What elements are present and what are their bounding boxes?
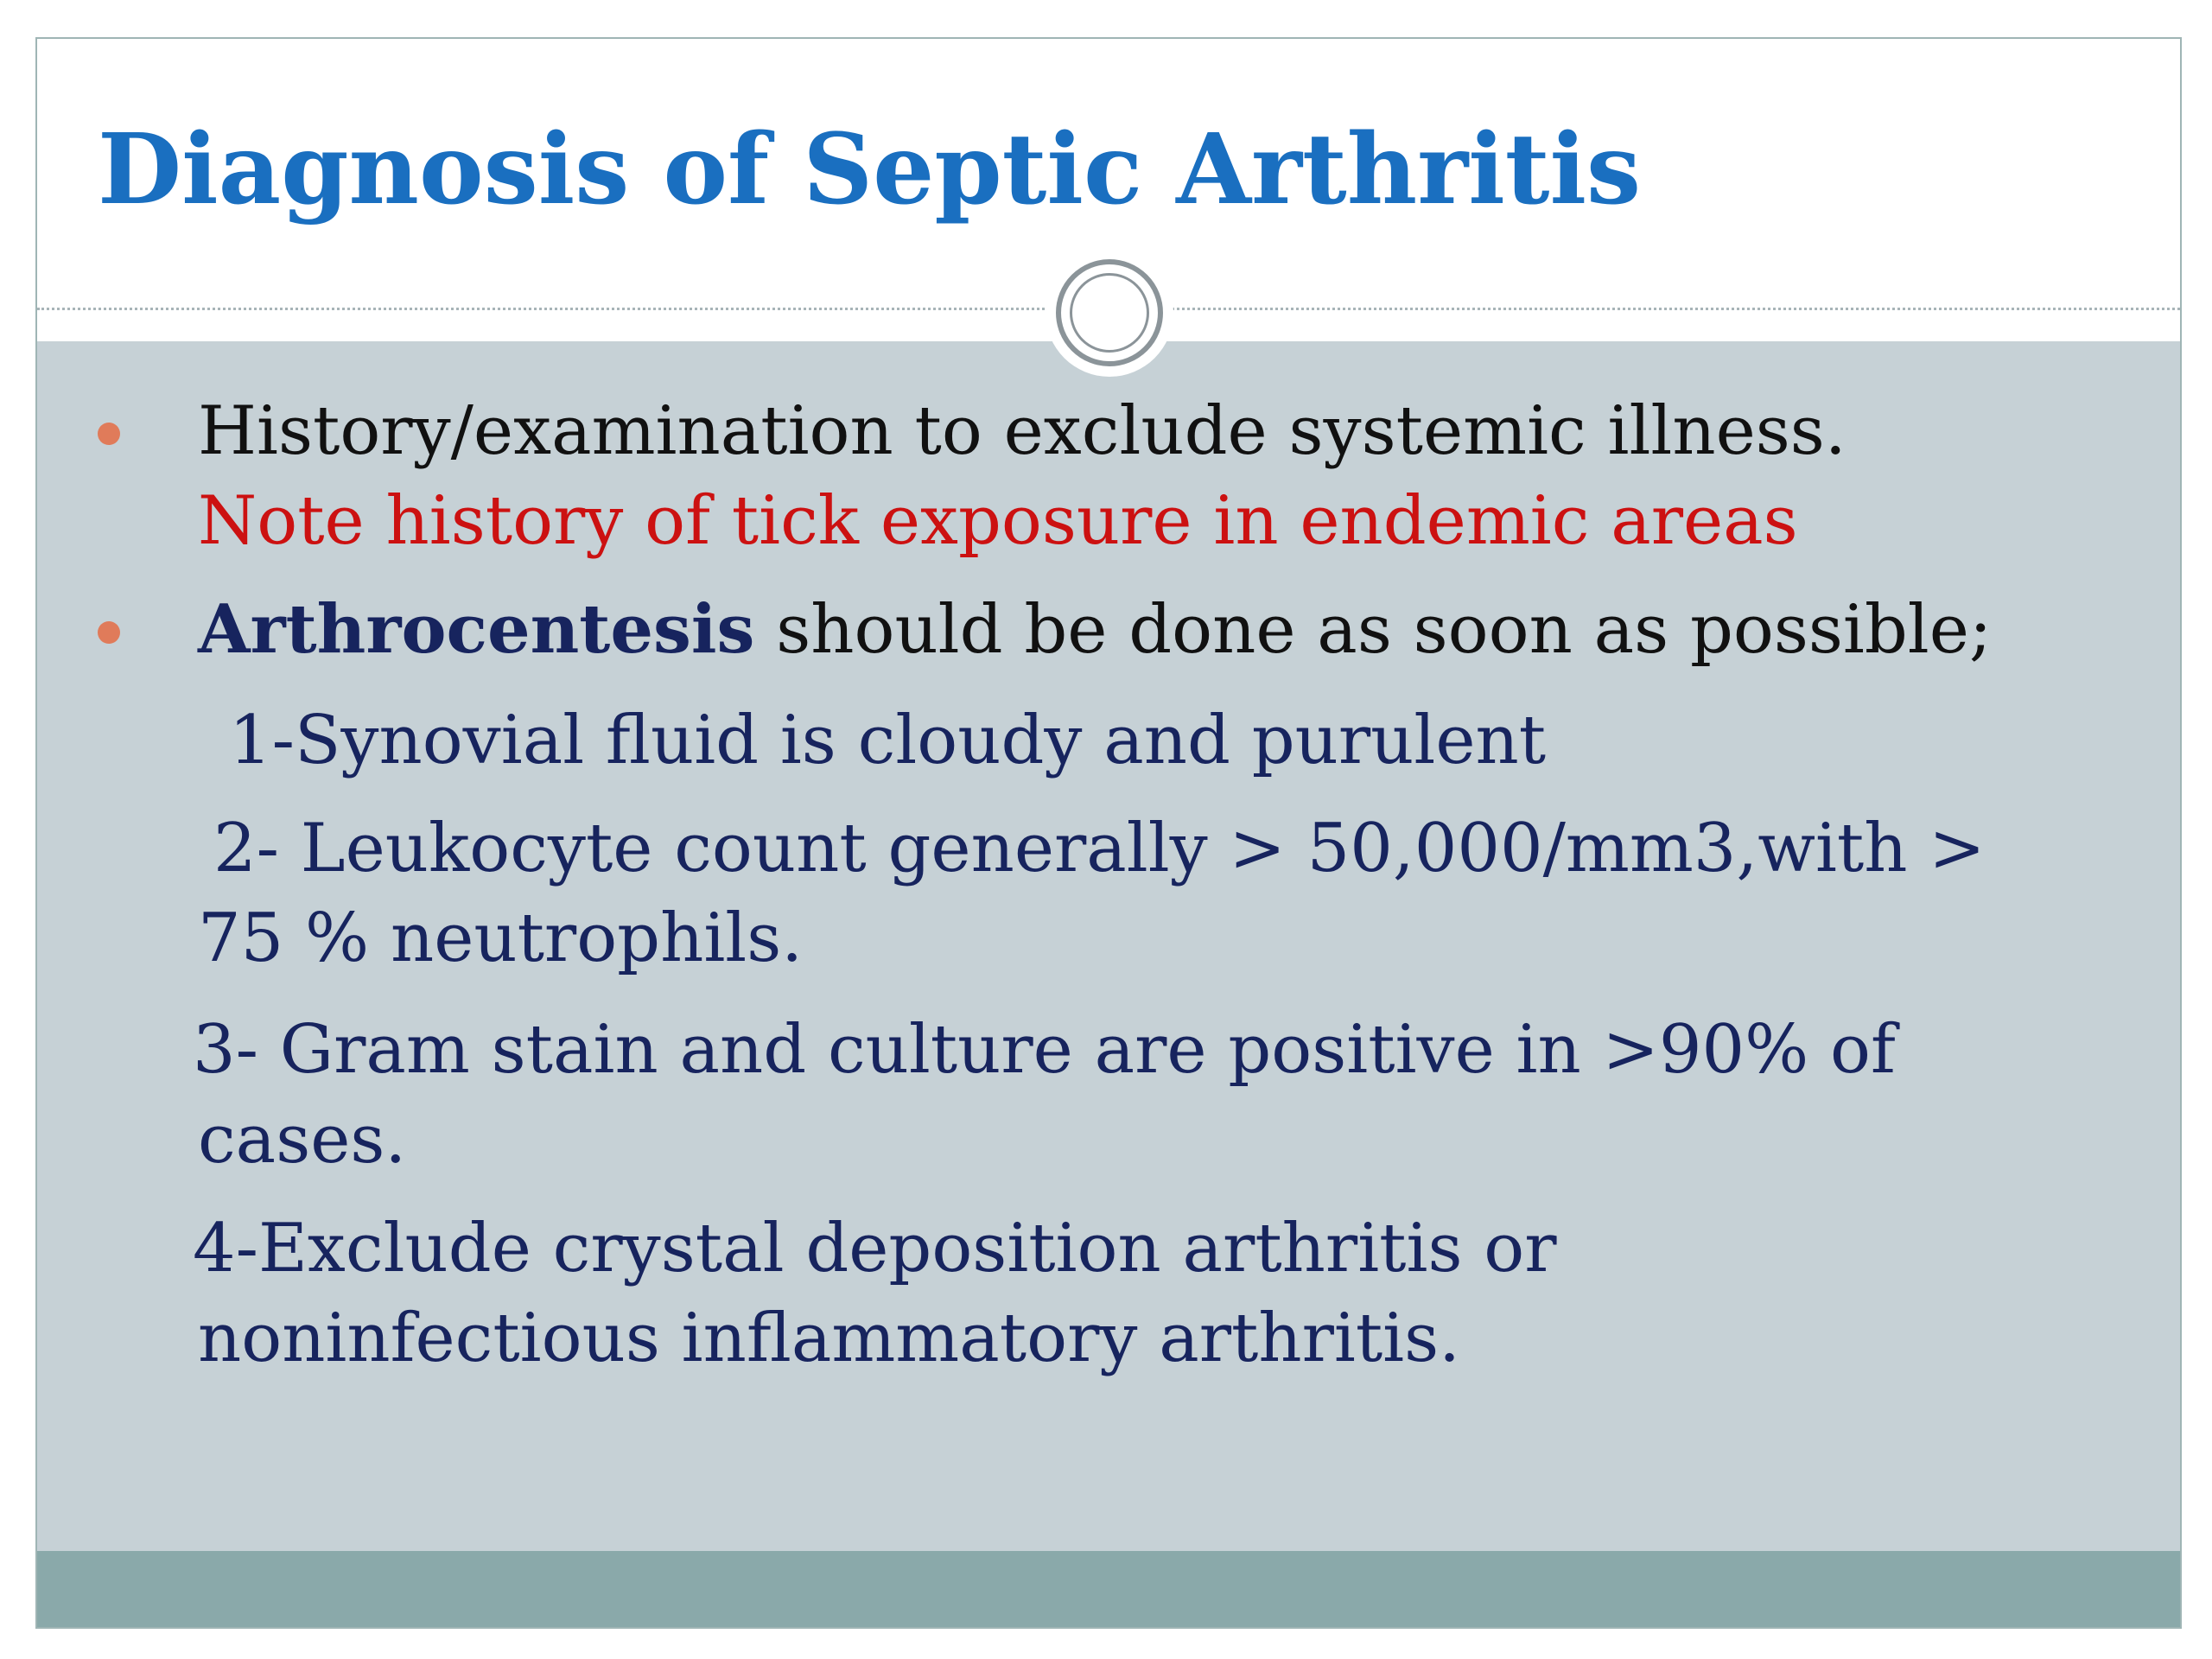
- history-line: History/examination to exclude systemic illness.: [198, 392, 1847, 470]
- subpoint-gram-stain: [193, 1005, 2180, 1185]
- subpoint-synovial-fluid: [229, 696, 2182, 785]
- footer-band: [37, 1551, 2180, 1629]
- subpoint-line: cases.: [198, 1101, 407, 1179]
- slide-title: Diagnosis of Septic Arthritis: [98, 113, 1642, 226]
- subpoint-line: 75 % neutrophils.: [198, 899, 804, 977]
- subpoint-line: 4-Exclude crystal deposition arthritis or: [193, 1210, 1557, 1287]
- bullet-dot-icon: [98, 621, 120, 644]
- arthrocentesis-line: [198, 585, 2168, 675]
- ornament-inner-ring: [1070, 273, 1149, 353]
- subpoint-exclude-crystal: [193, 1204, 2180, 1383]
- bullet-dot-icon: [98, 423, 120, 445]
- content-area: [37, 341, 2180, 1551]
- subpoint-line: 2- Leukocyte count generally > 50,000/mm3,with >: [213, 810, 1986, 887]
- subpoint-line: noninfectious inflammatory arthritis.: [198, 1300, 1460, 1377]
- arthrocentesis-rest: should be done as soon as possible;: [754, 591, 1993, 669]
- ornament-outer-ring: [1056, 259, 1163, 366]
- arthrocentesis-term: Arthrocentesis: [198, 590, 755, 669]
- bullet-text: [198, 386, 2168, 566]
- circle-ornament-icon: [1046, 249, 1173, 377]
- subpoint-leukocyte-count: [198, 804, 2182, 983]
- slide: [35, 37, 2182, 1629]
- tick-exposure-note: Note history of tick exposure in endemic areas: [198, 482, 1798, 560]
- subpoint-line: 1-Synovial fluid is cloudy and purulent: [229, 702, 1547, 779]
- subpoint-line: 3- Gram stain and culture are positive in >90% of: [193, 1011, 1896, 1089]
- bullet-text: [198, 585, 2168, 675]
